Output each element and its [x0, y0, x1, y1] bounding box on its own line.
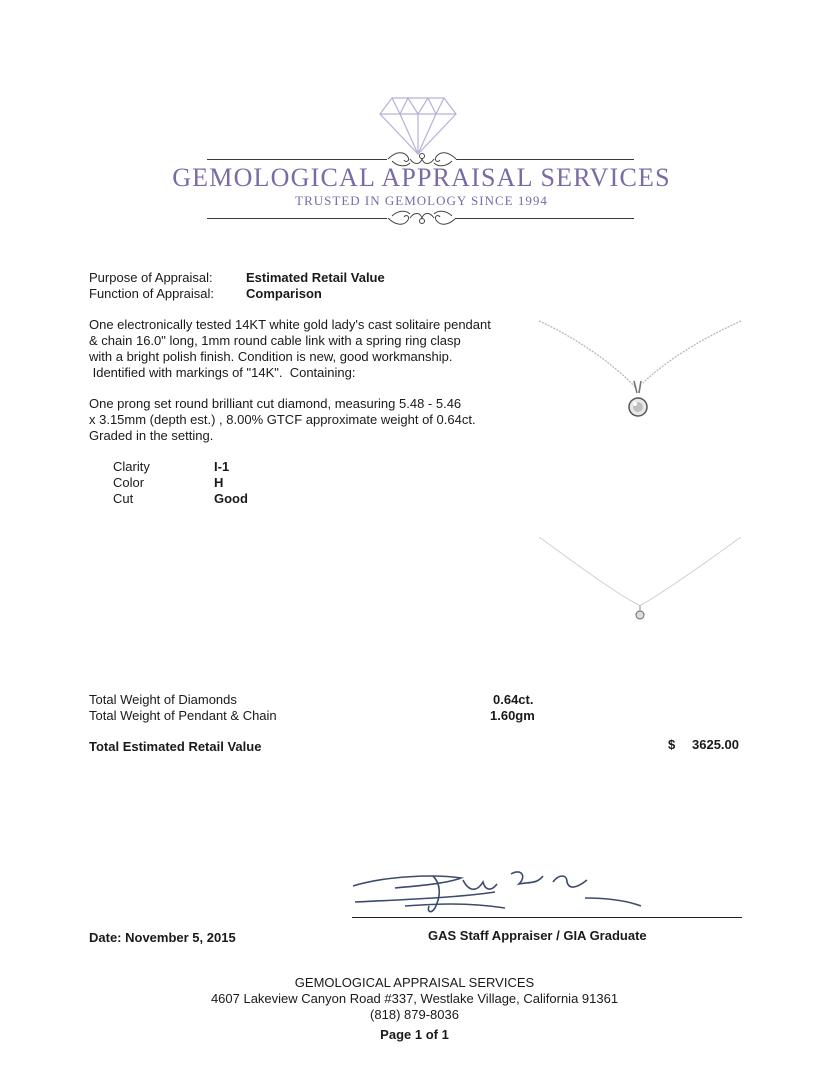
diamond-line: x 3.15mm (depth est.) , 8.00% GTCF approximate weight of 0.64ct.	[89, 412, 476, 427]
top-rule-right	[456, 159, 634, 160]
diamond-line: Graded in the setting.	[89, 428, 214, 443]
appraiser-signature	[345, 862, 645, 922]
footer-company: GEMOLOGICAL APPRAISAL SERVICES	[294, 975, 535, 990]
cut-label: Cut	[113, 491, 134, 506]
function-label: Function of Appraisal:	[89, 286, 215, 301]
signature-line	[352, 917, 742, 918]
footer-phone: (818) 879-8036	[370, 1007, 459, 1022]
purpose-value: Estimated Retail Value	[246, 270, 385, 285]
purpose-label: Purpose of Appraisal:	[89, 270, 213, 285]
footer-address: 4607 Lakeview Canyon Road #337, Westlake Village, California 91361	[210, 991, 619, 1006]
retail-value-amount: 3625.00	[692, 737, 739, 752]
company-tagline: TRUSTED IN GEMOLOGY SINCE 1994	[295, 193, 548, 208]
cut-value: Good	[214, 491, 248, 506]
bottom-rule-right	[456, 218, 634, 219]
pendant-weight-label: Total Weight of Pendant & Chain	[89, 708, 277, 723]
diamonds-weight-label: Total Weight of Diamonds	[89, 692, 237, 707]
description-line: & chain 16.0" long, 1mm round cable link with a spring ring clasp	[89, 333, 461, 348]
description-line: Identified with markings of "14K". Containing:	[89, 365, 356, 380]
pendant-full-photo	[535, 533, 745, 633]
clarity-value: I-1	[214, 459, 230, 474]
description-line: One electronically tested 14KT white gold lady's cast solitaire pendant	[89, 317, 491, 332]
pendant-weight-value: 1.60gm	[490, 708, 535, 723]
description-line: with a bright polish finish. Condition is new, good workmanship.	[89, 349, 453, 364]
function-value: Comparison	[246, 286, 322, 301]
retail-value-label: Total Estimated Retail Value	[89, 739, 262, 754]
diamond-line: One prong set round brilliant cut diamond, measuring 5.48 - 5.46	[89, 396, 462, 411]
bottom-rule-left	[207, 218, 387, 219]
color-label: Color	[113, 475, 145, 490]
diamonds-weight-value: 0.64ct.	[493, 692, 534, 707]
top-rule-left	[207, 159, 387, 160]
company-name: GEMOLOGICAL APPRAISAL SERVICES	[172, 163, 671, 192]
currency-symbol: $	[668, 737, 676, 752]
diamond-icon	[378, 94, 458, 156]
color-value: H	[214, 475, 224, 490]
page-number: Page 1 of 1	[380, 1027, 449, 1042]
appraiser-title: GAS Staff Appraiser / GIA Graduate	[428, 928, 647, 943]
pendant-closeup-photo	[535, 315, 745, 430]
clarity-label: Clarity	[113, 459, 150, 474]
ornament-bottom	[386, 208, 458, 228]
date-label: Date: November 5, 2015	[89, 930, 236, 945]
